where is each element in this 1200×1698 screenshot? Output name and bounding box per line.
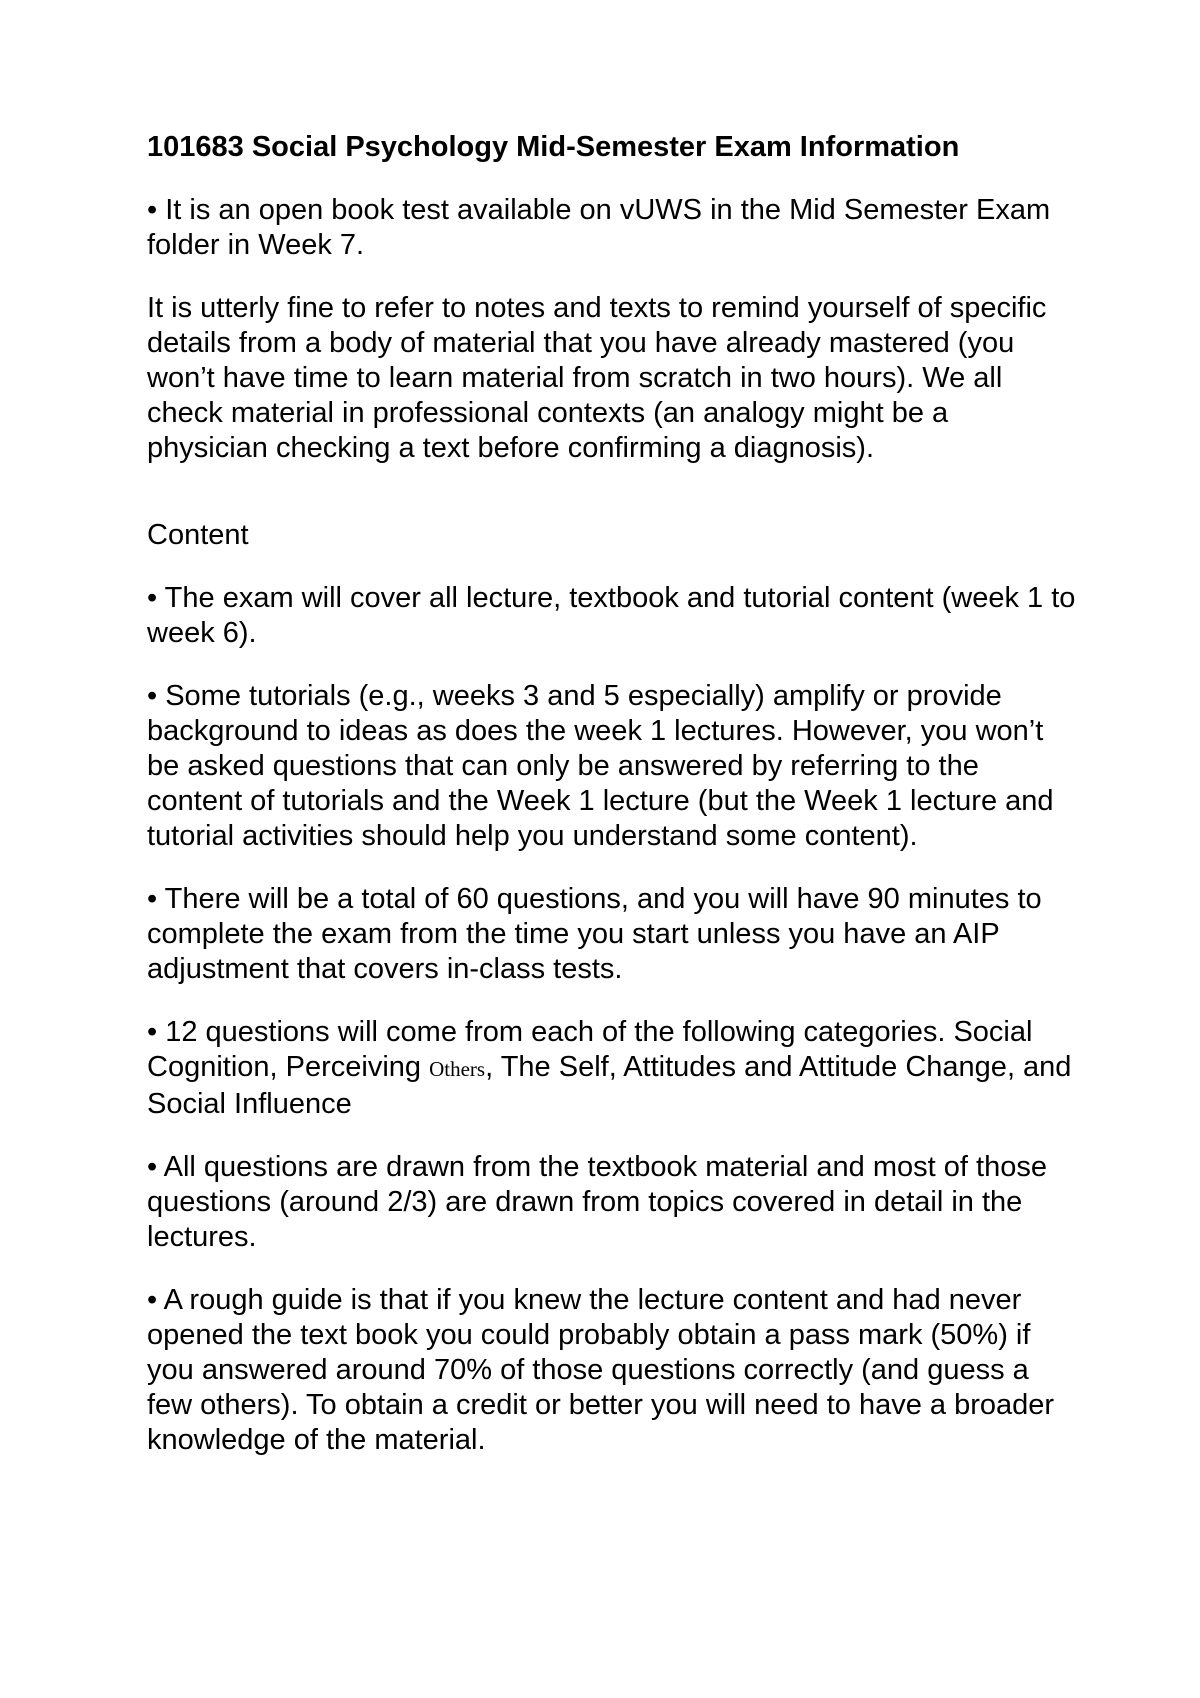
categories-text-before: • 12 questions will come from each of the following categories. Social Cognition, Perceiving [147,1016,1033,1083]
bullet-tutorials: • Some tutorials (e.g., weeks 3 and 5 especially) amplify or provide background to ideas as does the week 1 lectures. However, you won’t be asked questions that can only be answered by referring to the content of tutorials and the Week 1 lecture (but the Week 1 lecture and tutorial activities should help you understand some content). [147,680,1054,852]
bullet-question-count: • There will be a total of 60 questions, and you will have 90 minutes to complete the exam from the time you start unless you have an AIP adjustment that covers in-class tests. [147,883,1042,985]
content-heading: Content [147,519,249,551]
categories-text-after: , The Self, Attitudes and Attitude Change, and Social Influence [147,1051,1072,1120]
document-title: 101683 Social Psychology Mid-Semester Exam Information [147,131,960,163]
bullet-coverage: • The exam will cover all lecture, textbook and tutorial content (week 1 to week 6). [147,582,1076,649]
intro-paragraph: It is utterly fine to refer to notes and texts to remind yourself of specific details from a body of material that you have already mastered (you won’t have time to learn material from scratch in two hours). We all check material in professional contexts (an analogy might be a physician checking a text before confirming a diagnosis). [147,292,1047,464]
intro-bullet: • It is an open book test available on vUWS in the Mid Semester Exam folder in Week 7. [147,194,1051,261]
document-page [147,130,1077,1486]
bullet-textbook-source: • All questions are drawn from the textbook material and most of those questions (around 2/3) are drawn from topics covered in detail in the lectures. [147,1151,1047,1253]
bullet-rough-guide: • A rough guide is that if you knew the lecture content and had never opened the text book you could probably obtain a pass mark (50%) if you answered around 70% of those questions correctly (and guess a few others). To obtain a credit or better you will need to have a broader knowledge of the material. [147,1284,1055,1456]
categories-serif-word: Others [429,1057,486,1081]
bullet-categories [147,1015,1077,1122]
